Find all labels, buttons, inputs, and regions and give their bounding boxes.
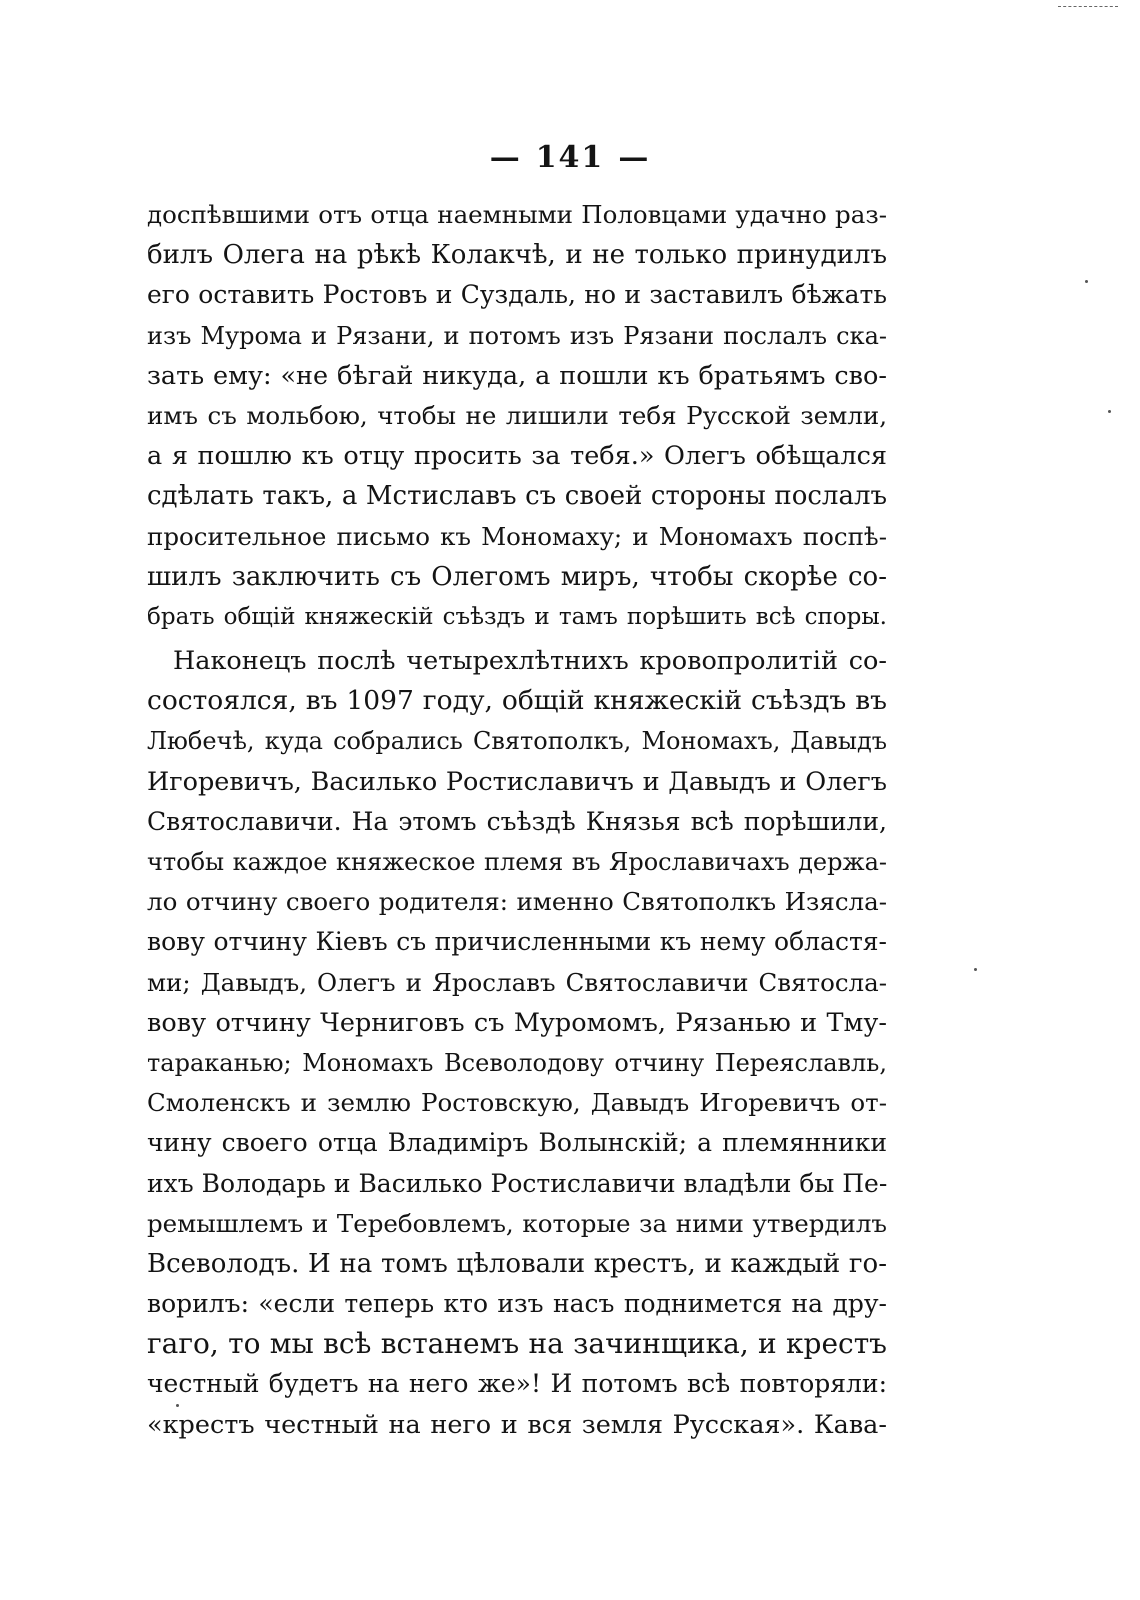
- paragraph-2: [147, 641, 887, 1445]
- text-line: а я пошлю къ отцу просить за тебя.» Олегъ обѣщался: [147, 441, 887, 472]
- text-line: Смоленскъ и землю Ростовскую, Давыдъ Игоревичъ от-: [147, 1088, 887, 1118]
- text-line: ло отчину своего родителя: именно Святополкъ Изясла-: [147, 887, 887, 917]
- scan-speck: [1085, 280, 1088, 283]
- text-line: зать ему: «не бѣгай никуда, а пошли къ братьямъ сво-: [147, 360, 887, 391]
- text-line: сдѣлать такъ, а Мстиславъ съ своей стороны послалъ: [147, 481, 887, 512]
- text-line: ихъ Володарь и Василько Ростиславичи владѣли бы Пе-: [147, 1168, 887, 1198]
- paragraph-1: [147, 195, 887, 637]
- text-line: его оставить Ростовъ и Суздаль, но и заставилъ бѣжать: [147, 280, 887, 310]
- text-line: Наконецъ послѣ четырехлѣтнихъ кровопролитій со-: [173, 646, 887, 677]
- text-line: состоялся, въ 1097 году, общій княжескій съѣздъ въ: [147, 685, 887, 717]
- text-line: изъ Мурома и Рязани, и потомъ изъ Рязани послалъ ска-: [147, 321, 887, 350]
- page-number: — 141 —: [489, 140, 651, 175]
- scan-speck: [974, 968, 977, 971]
- scan-speck: [1108, 410, 1111, 413]
- text-line: доспѣвшими отъ отца наемными Половцами удачно раз-: [147, 200, 887, 229]
- text-line: гаго, то мы всѣ встанемъ на зачинщика, и крестъ: [147, 1327, 887, 1361]
- text-line: честный будетъ на него же»! И потомъ всѣ повторяли:: [147, 1369, 887, 1399]
- text-line: ворилъ: «если теперь кто изъ насъ поднимется на дру-: [147, 1289, 887, 1319]
- text-line: Всеволодъ. И на томъ цѣловали крестъ, и каждый го-: [147, 1248, 887, 1279]
- text-line: шилъ заключить съ Олегомъ миръ, чтобы скорѣе со-: [147, 561, 887, 592]
- text-line: брать общій княжескій съѣздъ и тамъ порѣшить всѣ споры.: [147, 603, 887, 630]
- text-line: ремышлемъ и Теребовлемъ, которые за ними утвердилъ: [147, 1208, 887, 1238]
- text-line: чтобы каждое княжеское племя въ Ярославичахъ держа-: [147, 848, 887, 876]
- text-line: вову отчину Черниговъ съ Муромомъ, Рязанью и Тму-: [147, 1007, 887, 1038]
- text-line: вову отчину Кіевъ съ причисленными къ нему областя-: [147, 927, 887, 957]
- text-line: имъ съ мольбою, чтобы не лишили тебя Русской земли,: [147, 400, 887, 430]
- corner-scan-mark: [1058, 6, 1118, 9]
- text-line: ми; Давыдъ, Олегъ и Ярославъ Святославичи Святосла-: [147, 967, 887, 997]
- text-line: тараканью; Мономахъ Всеволодову отчину Переяславль,: [147, 1048, 887, 1077]
- text-line: «крестъ честный на него и вся земля Русская». Кава-: [147, 1409, 887, 1440]
- text-line: Святославичи. На этомъ съѣздѣ Князья всѣ порѣшили,: [147, 806, 887, 836]
- text-line: билъ Олега на рѣкѣ Колакчѣ, и не только принудилъ: [147, 240, 887, 271]
- body-text: [147, 195, 887, 1445]
- text-line: просительное письмо къ Мономаху; и Мономахъ поспѣ-: [147, 521, 887, 551]
- text-line: Игоревичъ, Василько Ростиславичъ и Давыдъ и Олегъ: [147, 766, 887, 797]
- text-line: Любечѣ, куда собрались Святополкъ, Мономахъ, Давыдъ: [147, 727, 887, 756]
- text-line: чину своего отца Владиміръ Волынскій; а племянники: [147, 1128, 887, 1158]
- page-number-value: 141: [535, 140, 605, 175]
